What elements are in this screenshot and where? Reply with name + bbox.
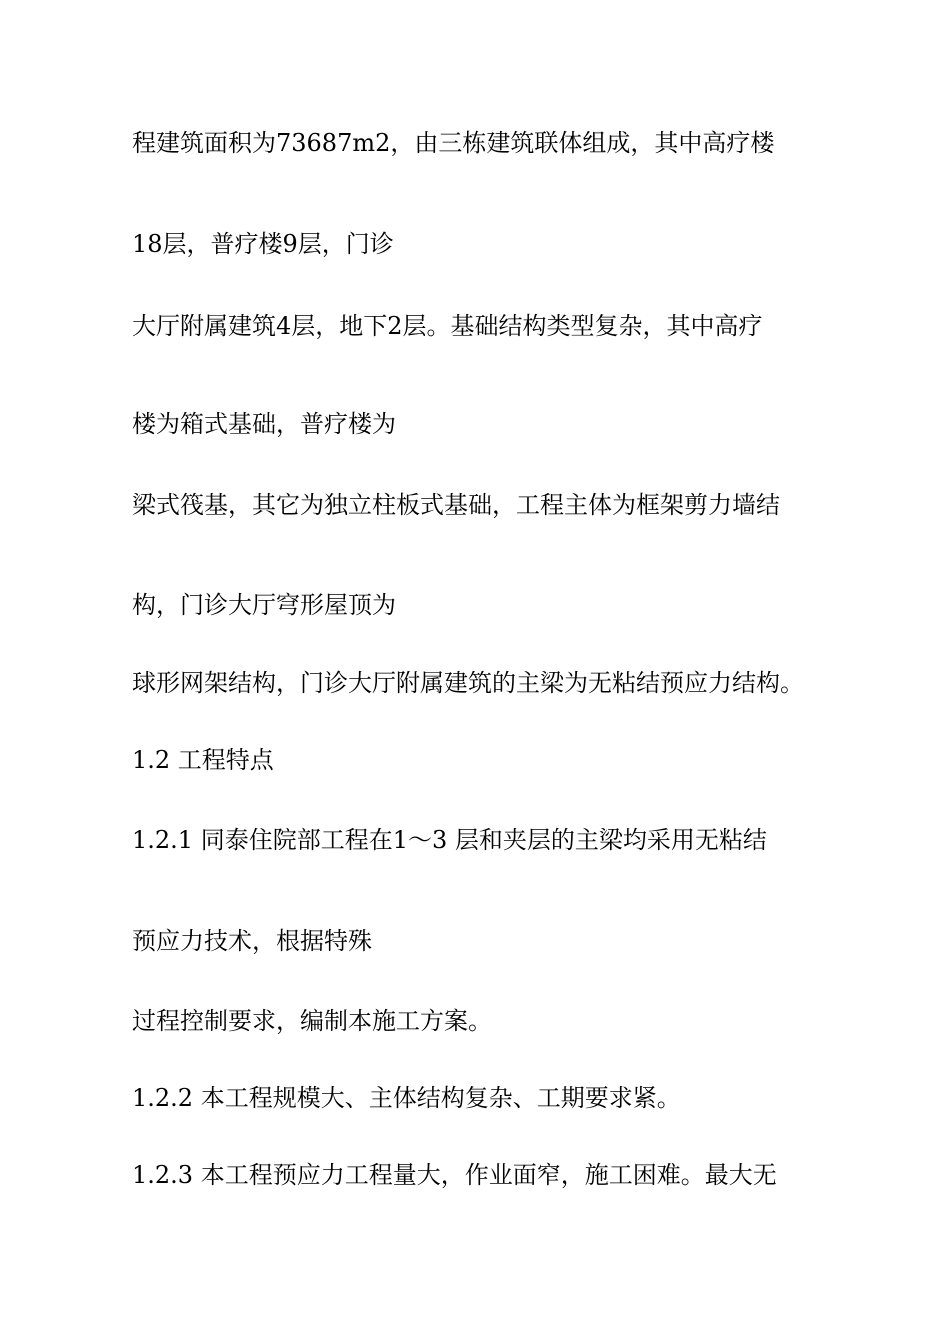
paragraph-line: 1.2.2 本工程规模大、主体结构复杂、工期要求紧。 [132, 1084, 681, 1112]
paragraph-line: 1.2.3 本工程预应力工程量大，作业面窄，施工困难。最大无 [132, 1161, 777, 1189]
paragraph-line: 楼为箱式基础，普疗楼为 [132, 410, 396, 438]
paragraph-line: 球形网架结构，门诊大厅附属建筑的主梁为无粘结预应力结构。 [132, 669, 804, 697]
paragraph-line: 18层，普疗楼9层，门诊 [132, 230, 394, 258]
paragraph-line: 程建筑面积为73687m2，由三栋建筑联体组成，其中高疗楼 [132, 129, 775, 157]
paragraph-line: 预应力技术，根据特殊 [132, 927, 372, 955]
paragraph-line: 1.2.1 同泰住院部工程在1～3 层和夹层的主梁均采用无粘结 [132, 826, 767, 854]
paragraph-line: 大厅附属建筑4层，地下2层。基础结构类型复杂，其中高疗 [132, 312, 763, 340]
paragraph-line: 梁式筏基，其它为独立柱板式基础，工程主体为框架剪力墙结 [132, 491, 780, 519]
paragraph-line: 过程控制要求，编制本施工方案。 [132, 1007, 492, 1035]
section-heading: 1.2 工程特点 [132, 746, 274, 774]
paragraph-line: 构，门诊大厅穹形屋顶为 [132, 591, 396, 619]
